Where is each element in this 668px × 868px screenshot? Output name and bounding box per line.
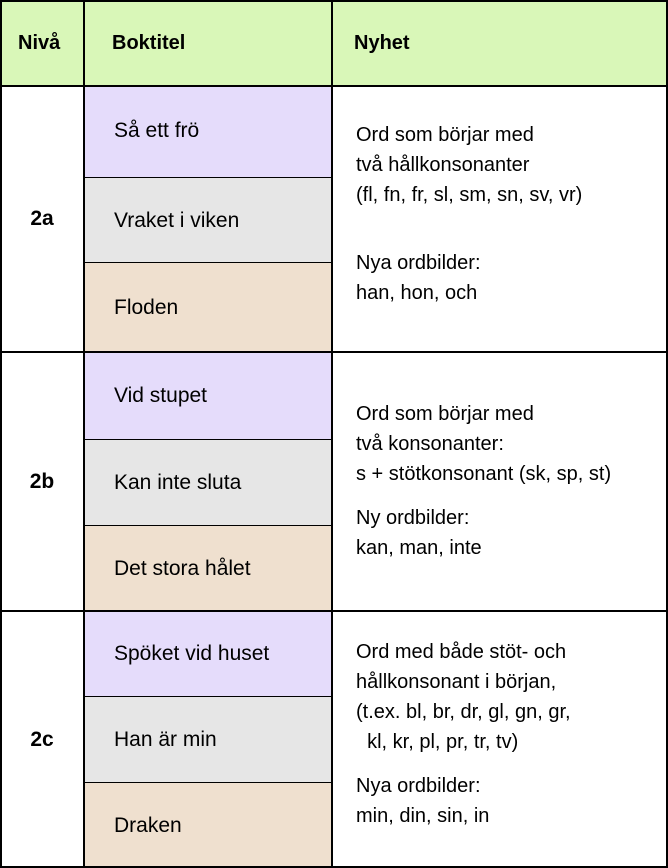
news-cell	[332, 637, 668, 831]
header-niva: Nivå	[0, 0, 84, 86]
news-line: kl, kr, pl, pr, tr, tv)	[356, 731, 519, 753]
level-cell: 2b	[29, 469, 55, 493]
book-title: Vid stupet	[84, 352, 332, 440]
news-cell	[332, 120, 668, 308]
header-nyhet: Nyhet	[332, 0, 668, 86]
book-divider	[84, 262, 332, 263]
news-line: kan, man, inte	[356, 537, 482, 559]
book-divider	[84, 696, 332, 697]
table-border	[0, 0, 2, 868]
row-divider	[0, 610, 668, 612]
news-cell	[332, 399, 668, 563]
book-title: Så ett frö	[84, 86, 332, 178]
news-line: Ord som börjar med	[356, 403, 534, 425]
news-line: han, hon, och	[356, 282, 478, 304]
news-line: Ny ordbilder:	[356, 507, 470, 529]
book-title: Draken	[84, 783, 332, 868]
news-line: två konsonanter:	[356, 433, 504, 455]
news-line: s + stötkonsonant (sk, sp, st)	[356, 463, 612, 485]
header-boktitel: Boktitel	[84, 0, 332, 86]
row-divider	[0, 351, 668, 353]
table-border	[0, 0, 668, 2]
book-title: Vraket i viken	[84, 178, 332, 263]
book-title: Spöket vid huset	[84, 611, 332, 697]
book-title: Det stora hålet	[84, 526, 332, 611]
news-line: min, din, sin, in	[356, 805, 490, 827]
book-divider	[84, 525, 332, 526]
news-line: Ord som börjar med	[356, 124, 534, 146]
level-cell: 2c	[30, 727, 54, 751]
book-divider	[84, 782, 332, 783]
level-cell: 2a	[30, 207, 54, 230]
news-line: (t.ex. bl, br, dr, gl, gn, gr,	[356, 701, 571, 723]
news-line: Ord med både stöt- och	[356, 641, 567, 663]
book-divider	[84, 439, 332, 440]
book-title: Han är min	[84, 697, 332, 783]
news-line: två hållkonsonanter	[356, 154, 530, 176]
book-title: Floden	[84, 263, 332, 352]
news-line: (fl, fn, fr, sl, sm, sn, sv, vr)	[356, 184, 583, 206]
book-divider	[84, 177, 332, 178]
column-divider	[83, 0, 85, 868]
row-divider	[0, 85, 668, 87]
column-divider	[331, 0, 333, 868]
news-line: Nya ordbilder:	[356, 252, 481, 274]
news-line: Nya ordbilder:	[356, 775, 481, 797]
news-line: hållkonsonant i början,	[356, 671, 557, 693]
book-title: Kan inte sluta	[84, 440, 332, 526]
